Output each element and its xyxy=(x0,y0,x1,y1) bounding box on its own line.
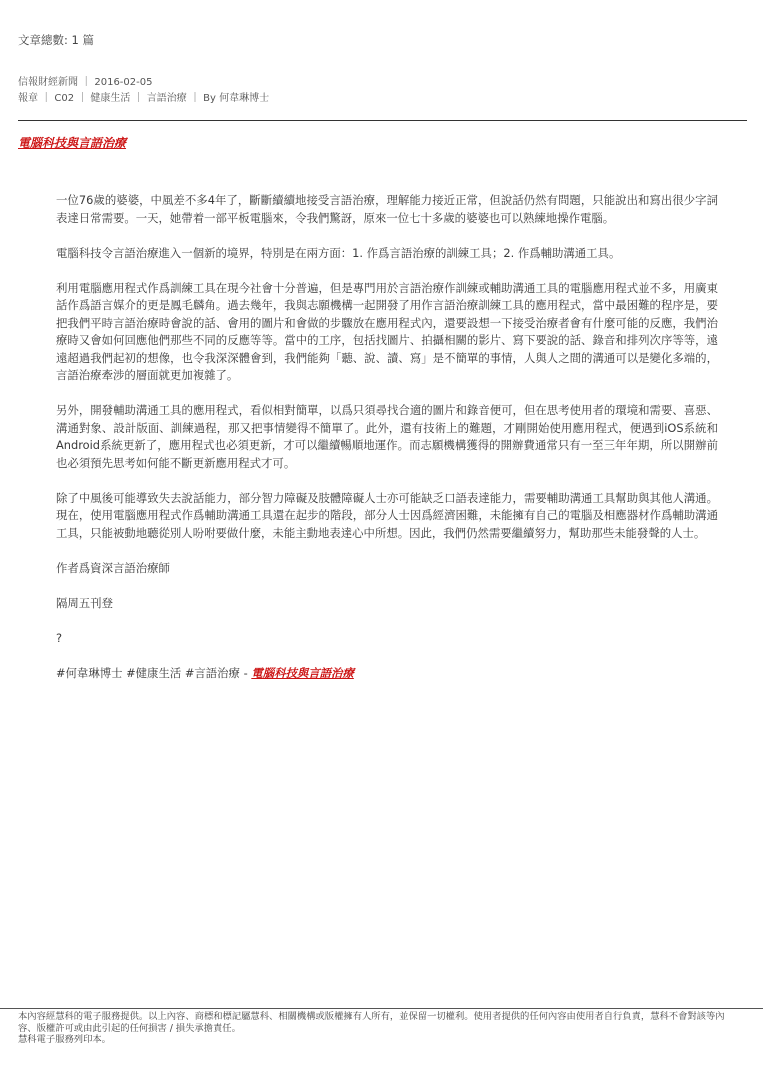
tags-text: #何韋琳博士 #健康生活 #言語治療 - xyxy=(56,665,252,680)
article-count: 文章總數: 1 篇 xyxy=(18,33,95,47)
tag-title-link[interactable]: 電腦科技與言語治療 xyxy=(251,665,354,680)
paragraph: 電腦科技令言語治療進入一個新的境界，特別是在兩方面：1. 作爲言語治療的訓練工具；2. 作爲輔助溝通工具。 xyxy=(56,245,621,260)
paragraph: 除了中風後可能導致失去說話能力，部分智力障礙及肢體障礙人士亦可能缺乏口語表達能力，需要輔助溝通工具幫助與其他人溝通。現在，使用電腦應用程式作爲輔助溝通工具還在起步的階段，部分人士因爲經濟困難，未能擁有自己的電腦及相應器材作爲輔助溝通工具，只能被動地聽從別人吩咐要做什麼，未能主動地表達心中所想。因此，我們仍然需要繼續努力，幫助那些未能發聲的人士。 xyxy=(56,490,718,540)
article-meta xyxy=(18,75,269,107)
section-line: 報章 ｜ C02 ｜ 健康生活 ｜ 言語治療 ｜ By 何韋琳博士 xyxy=(18,93,270,104)
article-title[interactable]: 電腦科技與言語治療 xyxy=(18,136,127,150)
tag-line xyxy=(56,665,718,683)
footer-divider xyxy=(0,1008,763,1009)
paragraph: 一位76歲的婆婆，中風差不多4年了，斷斷續續地接受言語治療，理解能力接近正常，但說話仍然有問題，只能說出和寫出很少字詞表達日常需要。一天，她帶着一部平板電腦來，令我們驚訝，原來一位七十多歲的婆婆也可以熟練地操作電腦。 xyxy=(56,193,718,225)
author-note: 作者爲資深言語治療師 xyxy=(56,560,170,575)
footer-disclaimer: 本內容經慧科的電子服務提供。以上內容、商標和標記屬慧科、相關機構或版權擁有人所有，並保留一切權利。使用者提供的任何內容由使用者自行負責，慧科不會對該等內容、版權許可或由此引起的任何損害 / 損失承擔責任。 xyxy=(18,1011,725,1034)
paragraph: 利用電腦應用程式作爲訓練工具在現今社會十分普遍，但是專門用於言語治療作訓練或輔助溝通工具的電腦應用程式並不多，用廣東話作爲語言媒介的更是鳳毛麟角。過去幾年，我與志願機構一起開發了用作言語治療訓練工具的應用程式，當中最困難的程序是，要把我們平時言語治療時會說的話、會用的圖片和會做的步驟放在應用程式內，還要設想一下接受治療者會有什麼可能的反應，我們治療時又會如何回應他們那些不同的反應等等。當中的工序，包括找圖片、拍攝相關的影片、寫下要說的話、錄音和排列次序等等，遠遠超過我們起初的想像，也令我深深體會到，我們能夠「聽、說、讀、寫」是不簡單的事情，人與人之間的溝通可以是變化多端的，言語治療牽涉的層面就更加複雜了。 xyxy=(56,280,718,382)
publication-note: 隔周五刊登 xyxy=(56,595,113,610)
placeholder-mark: ? xyxy=(56,630,63,645)
source-line: 信報財經新聞 ｜ 2016-02-05 xyxy=(18,77,153,88)
header-divider xyxy=(18,120,747,121)
footer xyxy=(18,1011,743,1046)
article-body xyxy=(56,192,718,700)
footer-printed-by: 慧科電子服務列印本。 xyxy=(18,1034,111,1045)
paragraph: 另外，開發輔助溝通工具的應用程式，看似相對簡單，以爲只須尋找合適的圖片和錄音便可，但在思考使用者的環境和需要、喜惡、溝通對象、設計版面、訓練過程，那又把事情變得不簡單了。此外，還有技術上的難題，才剛開始使用應用程式，便遇到iOS系統和Android系統更新了，應用程式也必須更新，才可以繼續暢順地運作。而志願機構獲得的開辦費通常只有一至三年年期，所以開辦前也必須預先思考如何能不斷更新應用程式才可。 xyxy=(56,403,718,470)
